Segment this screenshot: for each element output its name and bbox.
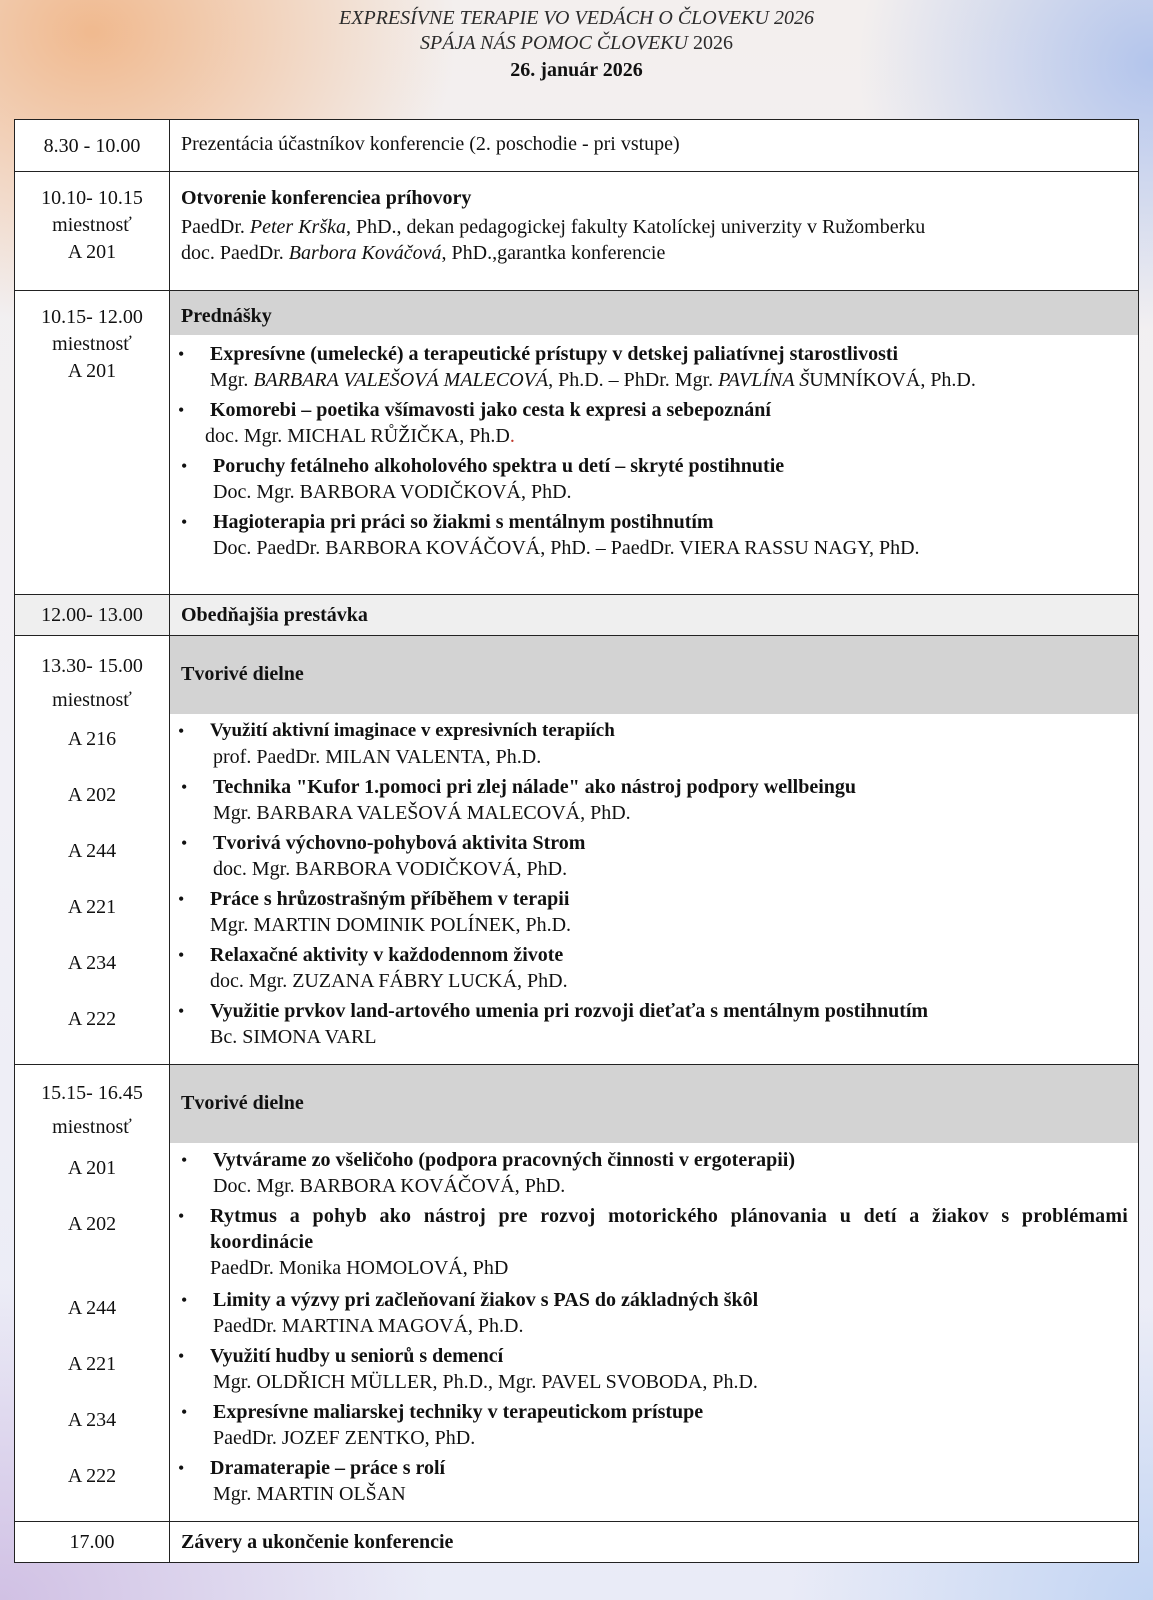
room-value: A 222	[67, 1008, 117, 1031]
lecture-title: Komorebi – poetika všímavosti jako cesta k expresi a sebepoznání	[210, 399, 771, 422]
lecture-authors: Doc. PaedDr. BARBORA KOVÁČOVÁ, PhD. – PaedDr. VIERA RASSU NAGY, PhD.	[213, 537, 920, 560]
bullet-icon: •	[181, 456, 188, 477]
lecture-list	[170, 335, 1138, 561]
time-value: 12.00- 13.00	[41, 603, 143, 626]
room-value: A 244	[67, 1296, 117, 1319]
workshop-item	[170, 1147, 1128, 1203]
workshop-title: Relaxačné aktivity v každodennom živote	[210, 944, 564, 967]
time-value: 10.10- 10.15	[41, 187, 143, 210]
bullet-icon: •	[178, 889, 185, 910]
opening-speaker-2: doc. PaedDr. Barbora Kováčová, PhD.,garantka konferencie	[181, 242, 666, 265]
workshop-title: Využitie prvkov land-artového umenia pri rozvoji dieťaťa s mentálnym postihnutím	[210, 1000, 929, 1023]
content-cell	[170, 291, 1139, 595]
workshop-author: Bc. SIMONA VARL	[210, 1026, 377, 1049]
row-workshops-1	[15, 636, 1139, 1065]
time-value: 8.30 - 10.00	[43, 135, 141, 157]
workshop-title: Vytvárame zo všeličoho (podpora pracovných činnosti v ergoterapii)	[213, 1148, 795, 1171]
content-cell	[170, 1064, 1139, 1521]
time-cell	[15, 594, 170, 635]
workshop-title: Rytmus a pohyb ako nástroj pre rozvoj motorického plánovania u detí a žiakov s problémami koordinácie	[210, 1204, 1128, 1253]
workshop-author: PaedDr. MARTINA MAGOVÁ, Ph.D.	[213, 1314, 524, 1337]
bullet-icon: •	[178, 945, 185, 966]
room-value: A 216	[67, 728, 117, 751]
workshop-title: Dramaterapie – práce s rolí	[210, 1456, 446, 1479]
lecture-authors: Doc. Mgr. BARBORA VODIČKOVÁ, PhD.	[213, 481, 572, 504]
room-value: A 201	[67, 241, 117, 264]
workshop-title: Využití hudby u seniorů s demencí	[210, 1344, 504, 1367]
subtitle-year: 2026	[692, 32, 733, 54]
bullet-icon: •	[181, 1401, 188, 1422]
room-list	[15, 717, 169, 1061]
lecture-item	[170, 509, 1128, 561]
lecture-title: Hagioterapia pri práci so žiakmi s mentálnym postihnutím	[213, 511, 714, 534]
workshop-item	[170, 1203, 1128, 1287]
bullet-icon: •	[181, 1289, 188, 1310]
opening-title: Otvorenie konferenciea príhovory	[181, 187, 472, 210]
time-cell	[15, 291, 170, 595]
workshop-item	[170, 718, 1128, 774]
workshop-author: prof. PaedDr. MILAN VALENTA, Ph.D.	[213, 746, 542, 769]
workshop-item	[170, 1287, 1128, 1343]
workshop-author: Mgr. BARBARA VALEŠOVÁ MALECOVÁ, PhD.	[213, 802, 631, 825]
time-cell	[15, 636, 170, 1065]
bullet-icon: •	[178, 1205, 185, 1226]
lecture-item	[170, 453, 1128, 505]
bullet-icon: •	[178, 1001, 185, 1022]
time-value: 17.00	[69, 1530, 115, 1553]
conference-date: 26. január 2026	[510, 59, 643, 81]
lecture-item	[170, 341, 1128, 393]
content-cell	[170, 120, 1139, 172]
workshop-title: Limity a výzvy pri začleňovaní žiakov s PAS do základných škôl	[213, 1288, 759, 1311]
workshop-title: Technika "Kufor 1.pomoci pri zlej nálade" ako nástroj podpory wellbeingu	[213, 776, 857, 799]
workshop-item	[170, 1399, 1128, 1455]
workshop-list	[170, 714, 1138, 1054]
conference-title: EXPRESÍVNE TERAPIE VO VEDÁCH O ČLOVEKU 2026	[339, 7, 814, 29]
workshop-list	[170, 1143, 1138, 1511]
content-cell	[170, 636, 1139, 1065]
bullet-icon: •	[178, 721, 185, 742]
workshops-heading: Tvorivé dielne	[170, 1065, 1138, 1143]
row-workshops-2	[15, 1064, 1139, 1521]
document-header	[0, 6, 1153, 83]
lecture-title: Poruchy fetálneho alkoholového spektra u detí – skryté postihnutie	[213, 455, 785, 478]
row-lectures	[15, 291, 1139, 595]
row-closing	[15, 1521, 1139, 1562]
row-registration	[15, 120, 1139, 172]
room-label: miestnosť	[52, 214, 132, 237]
bullet-icon: •	[178, 1345, 185, 1366]
workshop-item	[170, 830, 1128, 886]
time-cell	[15, 1521, 170, 1562]
lecture-item	[170, 397, 1128, 449]
time-value: 10.15- 12.00	[41, 306, 143, 329]
workshop-author: doc. Mgr. BARBORA VODIČKOVÁ, PhD.	[213, 858, 568, 881]
room-value: A 234	[67, 1408, 117, 1431]
registration-text: Prezentácia účastníkov konferencie (2. poschodie - pri vstupe)	[181, 133, 680, 155]
room-label: miestnosť	[52, 1115, 132, 1138]
content-cell	[170, 594, 1139, 635]
closing-text: Závery a ukončenie konferencie	[181, 1530, 454, 1553]
workshop-item	[170, 942, 1128, 998]
workshop-author: doc. Mgr. ZUZANA FÁBRY LUCKÁ, PhD.	[210, 970, 568, 993]
lecture-authors: Mgr. BARBARA VALEŠOVÁ MALECOVÁ, Ph.D. – PhDr. Mgr. PAVLÍNA ŠUMNÍKOVÁ, Ph.D.	[210, 369, 976, 392]
time-value: 13.30- 15.00	[41, 655, 143, 678]
workshops-heading: Tvorivé dielne	[170, 636, 1138, 714]
row-opening	[15, 172, 1139, 291]
bullet-icon: •	[178, 400, 185, 421]
room-value: A 244	[67, 840, 117, 863]
row-lunch	[15, 594, 1139, 635]
time-cell	[15, 120, 170, 172]
workshop-item	[170, 998, 1128, 1054]
room-value: A 202	[67, 784, 117, 807]
lecture-title: Expresívne (umelecké) a terapeutické prístupy v detskej paliatívnej starostlivosti	[210, 343, 899, 366]
bullet-icon: •	[181, 512, 188, 533]
lectures-heading: Prednášky	[170, 291, 1138, 335]
workshop-item	[170, 774, 1128, 830]
room-value: A 222	[67, 1464, 117, 1487]
workshop-author: Mgr. MARTIN DOMINIK POLÍNEK, Ph.D.	[210, 914, 572, 937]
opening-speaker-1: PaedDr. Peter Krška, PhD., dekan pedagogickej fakulty Katolíckej univerzity v Ružomberku	[181, 216, 926, 239]
room-value: A 201	[67, 360, 117, 383]
room-label: miestnosť	[52, 689, 132, 712]
content-cell	[170, 1521, 1139, 1562]
bullet-icon: •	[181, 833, 188, 854]
room-value: A 234	[67, 952, 117, 975]
subtitle-text: SPÁJA NÁS POMOC ČLOVEKU	[420, 32, 688, 54]
lunch-text: Obedňajšia prestávka	[181, 603, 368, 626]
workshop-title: Práce s hrůzostrašným příběhem v terapii	[210, 888, 570, 911]
workshop-item	[170, 1455, 1128, 1511]
workshop-item	[170, 886, 1128, 942]
workshop-title: Využití aktivní imaginace v expresivních terapiích	[210, 720, 615, 742]
time-value: 15.15- 16.45	[41, 1081, 143, 1104]
room-value: A 201	[67, 1156, 117, 1179]
conference-subtitle	[0, 31, 1153, 56]
room-value: A 202	[67, 1212, 117, 1235]
workshop-title: Expresívne maliarskej techniky v terapeutickom prístupe	[213, 1400, 704, 1423]
workshop-author: Mgr. OLDŘICH MÜLLER, Ph.D., Mgr. PAVEL SVOBODA, Ph.D.	[213, 1370, 758, 1393]
workshop-title: Tvorivá výchovno-pohybová aktivita Strom	[213, 832, 586, 855]
workshop-author: Mgr. MARTIN OLŠAN	[213, 1482, 406, 1505]
bullet-icon: •	[178, 344, 185, 365]
lecture-authors: doc. Mgr. MICHAL RŮŽIČKA, Ph.D.	[205, 425, 515, 448]
bullet-icon: •	[178, 1457, 185, 1478]
bullet-icon: •	[181, 777, 188, 798]
room-label: miestnosť	[52, 333, 132, 356]
program-table	[14, 119, 1139, 1563]
room-value: A 221	[67, 1352, 117, 1375]
bullet-icon: •	[181, 1149, 188, 1170]
workshop-author: Doc. Mgr. BARBORA KOVÁČOVÁ, PhD.	[213, 1174, 566, 1197]
room-list	[15, 1144, 169, 1518]
time-cell	[15, 1064, 170, 1521]
workshop-author: PaedDr. Monika HOMOLOVÁ, PhD	[210, 1256, 509, 1279]
time-cell	[15, 172, 170, 291]
workshop-author: PaedDr. JOZEF ZENTKO, PhD.	[213, 1426, 476, 1449]
room-value: A 221	[67, 896, 117, 919]
workshop-item	[170, 1343, 1128, 1399]
content-cell	[170, 172, 1139, 291]
